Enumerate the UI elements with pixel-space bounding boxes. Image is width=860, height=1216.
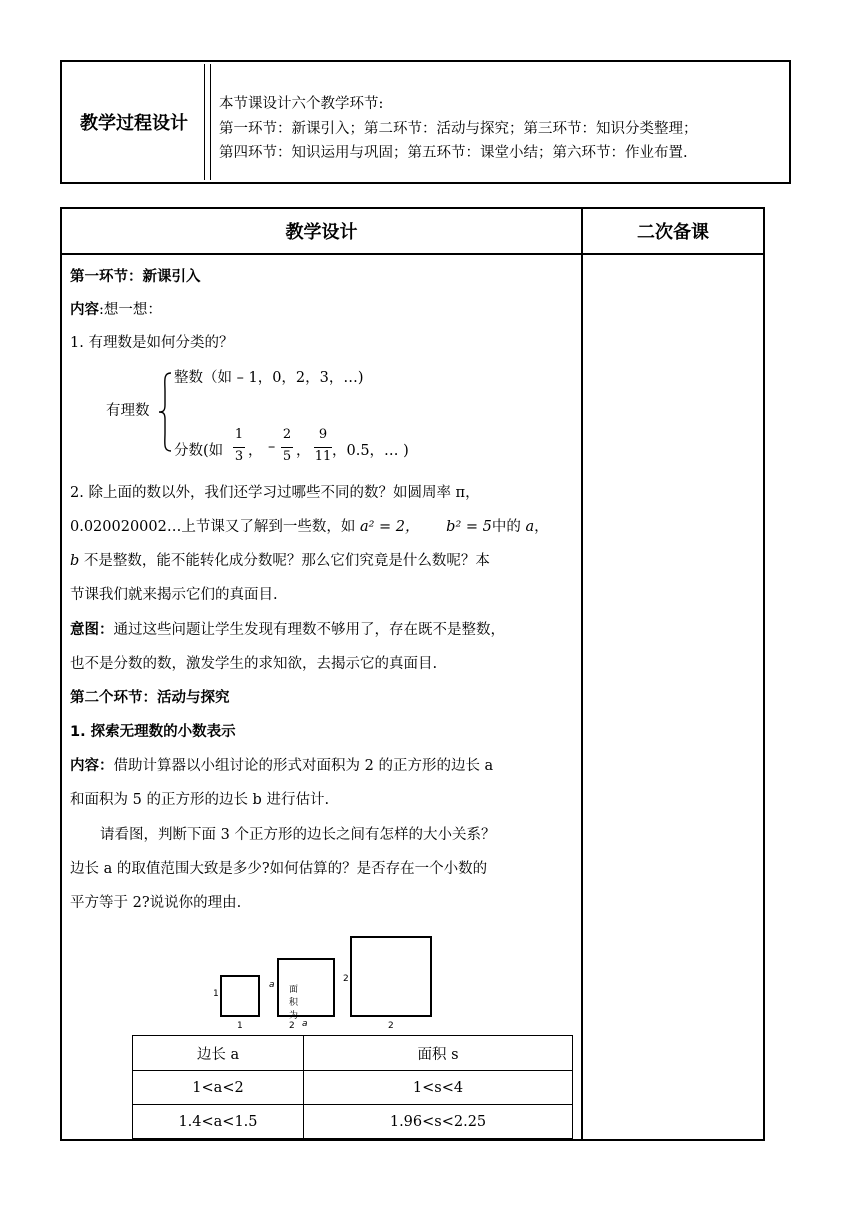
q2-eq1: a² = 2， <box>359 519 420 535</box>
intent-line-1 <box>70 618 505 639</box>
section2-title: 第二个环节：活动与探究 <box>70 690 230 706</box>
question-2-line-1: 2. 除上面的数以外，我们还学习过哪些不同的数？如圆周率 π， <box>70 485 480 501</box>
process-design-content <box>210 64 787 180</box>
q2-var-a: a <box>525 519 535 535</box>
table-header-row <box>62 209 763 255</box>
content-text: :想一想： <box>99 302 162 318</box>
content2-line-1 <box>70 754 493 775</box>
q2-var-b: b <box>70 553 80 569</box>
content2-label: 内容： <box>70 758 114 774</box>
side-area-table <box>132 1035 573 1139</box>
process-line-1: 本节课设计六个教学环节: <box>219 96 384 112</box>
sq2-inner-label: 面积为2 <box>289 985 299 1031</box>
q2-line2-a: 0.020020002…上节课又了解到一些数，如 <box>70 519 356 535</box>
content2-line-2: 和面积为 5 的正方形的边长 b 进行估计. <box>70 792 330 808</box>
question-2-line-4: 节课我们就来揭示它们的真面目. <box>70 587 278 603</box>
square-side-1 <box>220 975 260 1017</box>
fractions-prefix: 分数(如 <box>174 443 224 459</box>
rational-label: 有理数 <box>106 403 150 419</box>
frac3-num: 9 <box>318 427 328 442</box>
sub1-title: 1. 探索无理数的小数表示 <box>70 724 236 740</box>
sq3-left-label: 2 <box>343 974 349 984</box>
section1-title: 第一环节：新课引入 <box>70 269 201 285</box>
paragraph-line-3: 平方等于 2?说说你的理由. <box>70 895 242 911</box>
paragraph-line-1: 请看图，判断下面 3 个正方形的边长之间有怎样的大小关系？ <box>100 827 496 843</box>
process-line-3: 第四环节：知识运用与巩固；第五环节：课堂小结；第六环节：作业布置. <box>219 145 688 161</box>
frac2-sign: – <box>268 439 276 455</box>
content2-text-1: 借助计算器以小组讨论的形式对面积为 2 的正方形的边长 a <box>113 758 494 774</box>
sq1-left-label: 1 <box>213 989 219 999</box>
process-design-table <box>60 60 791 184</box>
square-side-2 <box>350 936 432 1017</box>
paragraph-line-2: 边长 a 的取值范围大致是多少?如何估算的？是否存在一个小数的 <box>70 861 488 877</box>
table-cell: 1.4<a<1.5 <box>178 1113 258 1130</box>
content-label: 内容 <box>70 302 99 318</box>
sq2-left-label: a <box>269 980 275 990</box>
q2-eq2: b² = 5 <box>446 519 492 535</box>
teaching-design-table: 教学设计 二次备课 第一环节：新课引入 内容:想一想： 1. 有理数是如何分类的？ 有理数 整数（如 – 1，0，2，3，…) 分数(如 1 3 ， – 2 5 ， 9 11 ，0.5，… ) 2. 除上面的数以外，我们还学习过哪些不同的数？如圆周率 π， 0.020020002…上节课又了解到一些数，如 a² = 2， b² = 5中的 a， b 不是整数，能不能转化成分数呢？那么它们究竟是什么数呢？本 节课我们就来揭示它们的真面目. 意图：通过这些问题让学生发现有理数不够用了，存在既不是整数， 也不是分数的数，激发学生的求知欲，去揭示它的真面目. 第二个环节：活动与探究 1. 探索无理数的小数表示 内容：借助计算器以小组讨论的形式对面积为 2 的正方形的边长 a 和面积为 5 的正方形的边长 b 进行估计. 请看图，判断下面 3 个正方形的边长之间有怎样的大小关系？ 边长 a 的取值范围大致是多少?如何估算的？是否存在一个小数的 平方等于 2?说说你的理由. 1 1 面积为2 a a 2 2 边长 a 面积 s 1<a<2 1<s<4 1.4<a<1.5 1.96<s<2.25 <box>60 207 765 1141</box>
q2-line2-b: 中的 <box>491 519 521 535</box>
integers-line: 整数（如 – 1，0，2，3，…) <box>174 370 364 386</box>
question-2-line-3 <box>70 549 490 570</box>
sq3-bottom-label: 2 <box>388 1021 394 1031</box>
header-area: 面积 s <box>417 1046 459 1063</box>
header-second-prep: 二次备课 <box>637 222 709 243</box>
frac2-bar <box>281 447 293 448</box>
question-2-line-2: 0.020020002…上节课又了解到一些数，如 a² = 2， b² = 5中的 a， <box>70 519 549 535</box>
content-line <box>70 298 162 319</box>
sq2-bottom-label: a <box>302 1019 308 1029</box>
frac1-bar <box>233 447 245 448</box>
process-design-label: 教学过程设计 <box>64 64 205 180</box>
table-cell: 1<s<4 <box>412 1079 464 1096</box>
fractions-suffix: ，0.5，… ) <box>332 443 409 459</box>
frac1-num: 1 <box>234 427 244 442</box>
intent-line-2: 也不是分数的数，激发学生的求知欲，去揭示它的真面目. <box>70 656 438 672</box>
column-divider <box>581 255 583 1139</box>
table-cell: 1.96<s<2.25 <box>389 1113 487 1130</box>
square-side-a <box>277 958 335 1017</box>
frac3-bar <box>314 447 332 448</box>
header-side-length: 边长 a <box>196 1046 240 1063</box>
header-teaching-design: 教学设计 <box>62 209 583 253</box>
frac3-den: 11 <box>314 449 332 464</box>
frac2-num: 2 <box>282 427 292 442</box>
q2-line3-text: 不是整数，能不能转化成分数呢？那么它们究竟是什么数呢？本 <box>79 553 490 569</box>
frac2-den: 5 <box>282 449 292 464</box>
intent-text-1: 通过这些问题让学生发现有理数不够用了，存在既不是整数， <box>113 622 505 638</box>
frac1-den: 3 <box>234 449 244 464</box>
process-line-2: 第一环节：新课引入；第二环节：活动与探究；第三环节：知识分类整理； <box>219 120 698 137</box>
question-1: 1. 有理数是如何分类的？ <box>70 335 234 351</box>
intent-label: 意图： <box>70 622 114 638</box>
curly-brace-icon <box>157 371 173 453</box>
table-cell: 1<a<2 <box>192 1079 244 1096</box>
sq1-bottom-label: 1 <box>237 1021 243 1031</box>
